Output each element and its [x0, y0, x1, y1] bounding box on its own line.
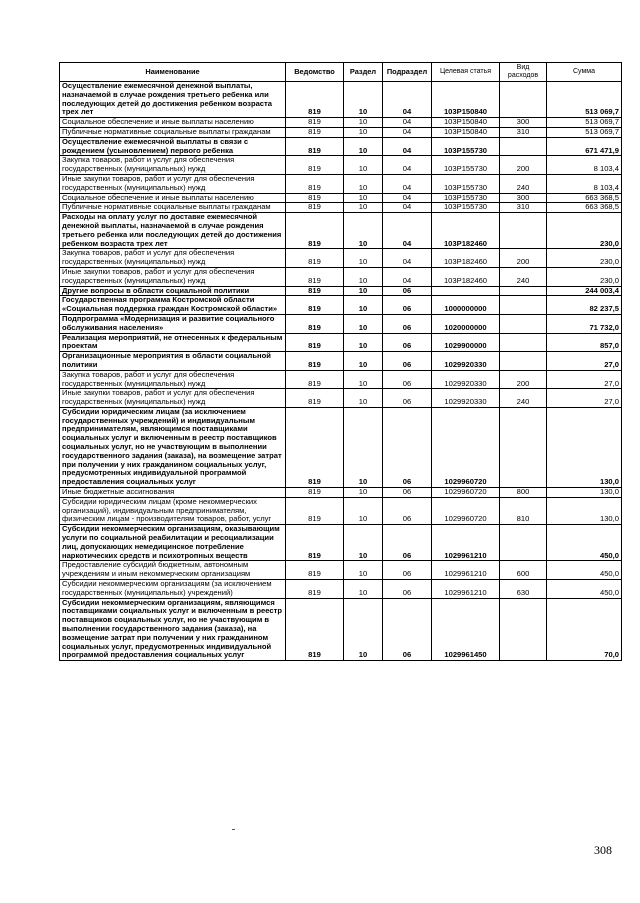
cell-article — [432, 286, 500, 296]
cell-sum: 230,0 — [547, 213, 622, 249]
cell-subsection: 06 — [383, 352, 432, 371]
table-row — [60, 561, 622, 580]
cell-type: 240 — [500, 174, 547, 193]
cell-subsection: 06 — [383, 488, 432, 498]
cell-name: Подпрограмма «Модернизация и развитие социального обслуживания населения» — [60, 314, 286, 333]
cell-subsection: 04 — [383, 249, 432, 268]
cell-dept: 819 — [286, 407, 344, 487]
cell-subsection: 04 — [383, 203, 432, 213]
cell-section: 10 — [344, 370, 383, 389]
cell-subsection: 06 — [383, 286, 432, 296]
cell-sum: 70,0 — [547, 598, 622, 661]
cell-type: 310 — [500, 203, 547, 213]
cell-type — [500, 82, 547, 118]
header-target-article: Целевая статья — [432, 63, 500, 82]
cell-dept: 819 — [286, 213, 344, 249]
table-row — [60, 213, 622, 249]
cell-name: Осуществление ежемесячной выплаты в связи с рождением (усыновлением) первого ребенка — [60, 137, 286, 156]
cell-type: 810 — [500, 497, 547, 524]
cell-name: Расходы на оплату услуг по доставке ежемесячной денежной выплаты, назначаемой в случае рождения третьего ребенка или последующих детей до достижения ребенком возраста трех лет — [60, 213, 286, 249]
cell-name: Осуществление ежемесячной денежной выплаты, назначаемой в случае рождения третьего ребенка или последующих детей до достижения ребенком возраста трех лет — [60, 82, 286, 118]
table-row — [60, 352, 622, 371]
cell-sum: 8 103,4 — [547, 174, 622, 193]
cell-type: 800 — [500, 488, 547, 498]
scan-artifact — [232, 829, 235, 830]
cell-article: 103P182460 — [432, 267, 500, 286]
cell-subsection: 06 — [383, 525, 432, 561]
cell-section: 10 — [344, 118, 383, 128]
cell-article: 1029961450 — [432, 598, 500, 661]
cell-sum: 450,0 — [547, 561, 622, 580]
cell-sum: 82 237,5 — [547, 296, 622, 315]
cell-sum: 244 003,4 — [547, 286, 622, 296]
cell-name: Закупка товаров, работ и услуг для обеспечения государственных (муниципальных) нужд — [60, 156, 286, 175]
cell-article: 103P150840 — [432, 127, 500, 137]
cell-subsection: 04 — [383, 193, 432, 203]
cell-dept: 819 — [286, 580, 344, 599]
cell-sum: 8 103,4 — [547, 156, 622, 175]
cell-name: Реализация мероприятий, не отнесенных к федеральным проектам — [60, 333, 286, 352]
table-body — [60, 82, 622, 661]
cell-type — [500, 598, 547, 661]
cell-name: Публичные нормативные социальные выплаты гражданам — [60, 127, 286, 137]
cell-article: 103P182460 — [432, 249, 500, 268]
cell-article: 1029960720 — [432, 488, 500, 498]
cell-sum: 130,0 — [547, 488, 622, 498]
cell-subsection: 06 — [383, 580, 432, 599]
cell-dept: 819 — [286, 286, 344, 296]
cell-section: 10 — [344, 580, 383, 599]
cell-name: Государственная программа Костромской области «Социальная поддержка граждан Костромской области» — [60, 296, 286, 315]
cell-sum: 513 069,7 — [547, 118, 622, 128]
cell-sum: 130,0 — [547, 407, 622, 487]
table-row — [60, 118, 622, 128]
cell-article: 103P155730 — [432, 203, 500, 213]
cell-name: Субсидии некоммерческим организациям, являющимся поставщиками социальных услуг и включенным в реестр поставщиков социальных услуг, но не участвующим в выполнении государственного задания (заказа), на возмещение затрат при получении у них гражданином социальных услуг, предусмотренных индивидуальной программой предоставления социальных услуг — [60, 598, 286, 661]
cell-name: Социальное обеспечение и иные выплаты населению — [60, 193, 286, 203]
cell-name: Другие вопросы в области социальной политики — [60, 286, 286, 296]
cell-sum: 857,0 — [547, 333, 622, 352]
cell-dept: 819 — [286, 333, 344, 352]
budget-table — [59, 62, 622, 661]
cell-type: 200 — [500, 156, 547, 175]
table-row — [60, 389, 622, 408]
cell-dept: 819 — [286, 525, 344, 561]
cell-dept: 819 — [286, 296, 344, 315]
cell-type: 200 — [500, 370, 547, 389]
cell-subsection: 06 — [383, 407, 432, 487]
cell-subsection: 06 — [383, 314, 432, 333]
cell-dept: 819 — [286, 352, 344, 371]
cell-article: 103P150840 — [432, 82, 500, 118]
cell-dept: 819 — [286, 561, 344, 580]
cell-article: 103P155730 — [432, 193, 500, 203]
cell-article: 103P150840 — [432, 118, 500, 128]
header-name: Наименование — [60, 63, 286, 82]
cell-dept: 819 — [286, 193, 344, 203]
header-section: Раздел — [344, 63, 383, 82]
cell-subsection: 06 — [383, 561, 432, 580]
cell-article: 103P155730 — [432, 174, 500, 193]
cell-subsection: 04 — [383, 267, 432, 286]
table-row — [60, 580, 622, 599]
cell-dept: 819 — [286, 174, 344, 193]
cell-type: 310 — [500, 127, 547, 137]
table-row — [60, 296, 622, 315]
cell-article: 1029961210 — [432, 580, 500, 599]
cell-section: 10 — [344, 127, 383, 137]
cell-type: 200 — [500, 249, 547, 268]
cell-section: 10 — [344, 137, 383, 156]
cell-dept: 819 — [286, 488, 344, 498]
cell-section: 10 — [344, 249, 383, 268]
cell-type — [500, 352, 547, 371]
cell-name: Субсидии юридическим лицам (за исключением государственных учреждений) и индивидуальным предпринимателям, являющимся поставщиками социальных услуг и включенным в реестр поставщиков социальных услуг, но не участвующим в выполнении государственного задания (заказа), на возмещение затрат при получении у них гражданином социальных услуг, предусмотренных индивидуальной программой предоставления социальных услуг — [60, 407, 286, 487]
table-row — [60, 137, 622, 156]
cell-subsection: 04 — [383, 137, 432, 156]
cell-section: 10 — [344, 193, 383, 203]
cell-name: Предоставление субсидий бюджетным, автономным учреждениям и иным некоммерческим организациям — [60, 561, 286, 580]
cell-dept: 819 — [286, 127, 344, 137]
cell-dept: 819 — [286, 314, 344, 333]
cell-name: Субсидии юридическим лицам (кроме некоммерческих организаций), индивидуальным предпринимателям, физическим лицам - производителям товаров, работ, услуг — [60, 497, 286, 524]
cell-sum: 663 368,5 — [547, 203, 622, 213]
table-row — [60, 488, 622, 498]
cell-section: 10 — [344, 174, 383, 193]
table-row — [60, 156, 622, 175]
cell-section: 10 — [344, 407, 383, 487]
cell-dept: 819 — [286, 598, 344, 661]
cell-section: 10 — [344, 286, 383, 296]
cell-type — [500, 525, 547, 561]
cell-article: 1029961210 — [432, 525, 500, 561]
cell-type — [500, 407, 547, 487]
table-row — [60, 82, 622, 118]
cell-dept: 819 — [286, 267, 344, 286]
cell-section: 10 — [344, 314, 383, 333]
cell-type: 600 — [500, 561, 547, 580]
cell-subsection: 06 — [383, 497, 432, 524]
cell-name: Субсидии некоммерческим организациям, оказывающим услуги по социальной реабилитации и ресоциализации лиц, допускающих немедицинское потребление наркотических средств и психотропных веществ — [60, 525, 286, 561]
cell-section: 10 — [344, 561, 383, 580]
cell-article: 1029960720 — [432, 497, 500, 524]
cell-dept: 819 — [286, 370, 344, 389]
cell-dept: 819 — [286, 118, 344, 128]
cell-dept: 819 — [286, 203, 344, 213]
cell-section: 10 — [344, 497, 383, 524]
table-row — [60, 370, 622, 389]
cell-type: 240 — [500, 267, 547, 286]
cell-subsection: 06 — [383, 333, 432, 352]
cell-name: Иные бюджетные ассигнования — [60, 488, 286, 498]
cell-article: 103P182460 — [432, 213, 500, 249]
cell-section: 10 — [344, 213, 383, 249]
cell-sum: 513 069,7 — [547, 127, 622, 137]
cell-section: 10 — [344, 488, 383, 498]
header-sum: Сумма — [547, 63, 622, 82]
cell-section: 10 — [344, 389, 383, 408]
cell-article: 1029920330 — [432, 389, 500, 408]
cell-subsection: 04 — [383, 127, 432, 137]
cell-dept: 819 — [286, 82, 344, 118]
cell-section: 10 — [344, 333, 383, 352]
cell-sum: 71 732,0 — [547, 314, 622, 333]
header-subsection: Подраздел — [383, 63, 432, 82]
cell-sum: 27,0 — [547, 370, 622, 389]
cell-sum: 450,0 — [547, 525, 622, 561]
cell-section: 10 — [344, 598, 383, 661]
cell-sum: 450,0 — [547, 580, 622, 599]
cell-subsection: 04 — [383, 156, 432, 175]
table-row — [60, 127, 622, 137]
cell-type — [500, 333, 547, 352]
cell-type: 240 — [500, 389, 547, 408]
cell-dept: 819 — [286, 389, 344, 408]
cell-subsection: 04 — [383, 213, 432, 249]
table-row — [60, 525, 622, 561]
header-row — [60, 63, 622, 82]
cell-sum: 27,0 — [547, 389, 622, 408]
page-number: 308 — [594, 843, 612, 857]
cell-name: Иные закупки товаров, работ и услуг для обеспечения государственных (муниципальных) нужд — [60, 267, 286, 286]
table-row — [60, 249, 622, 268]
cell-article: 1000000000 — [432, 296, 500, 315]
cell-dept: 819 — [286, 497, 344, 524]
cell-type: 630 — [500, 580, 547, 599]
cell-name: Закупка товаров, работ и услуг для обеспечения государственных (муниципальных) нужд — [60, 249, 286, 268]
cell-article: 1020000000 — [432, 314, 500, 333]
table-row — [60, 497, 622, 524]
cell-article: 103P155730 — [432, 137, 500, 156]
cell-type — [500, 286, 547, 296]
cell-article: 1029960720 — [432, 407, 500, 487]
cell-section: 10 — [344, 525, 383, 561]
cell-article: 1029900000 — [432, 333, 500, 352]
cell-type — [500, 296, 547, 315]
cell-section: 10 — [344, 352, 383, 371]
table-row — [60, 407, 622, 487]
table-row — [60, 333, 622, 352]
cell-subsection: 06 — [383, 389, 432, 408]
cell-subsection: 06 — [383, 296, 432, 315]
cell-dept: 819 — [286, 249, 344, 268]
cell-article: 103P155730 — [432, 156, 500, 175]
cell-section: 10 — [344, 203, 383, 213]
cell-type: 300 — [500, 118, 547, 128]
cell-sum: 513 069,7 — [547, 82, 622, 118]
table-row — [60, 314, 622, 333]
cell-article: 1029961210 — [432, 561, 500, 580]
cell-name: Иные закупки товаров, работ и услуг для обеспечения государственных (муниципальных) нужд — [60, 389, 286, 408]
cell-article: 1029920330 — [432, 352, 500, 371]
cell-section: 10 — [344, 156, 383, 175]
header-expense-type: Вид расходов — [500, 63, 547, 82]
cell-name: Публичные нормативные социальные выплаты гражданам — [60, 203, 286, 213]
cell-name: Иные закупки товаров, работ и услуг для обеспечения государственных (муниципальных) нужд — [60, 174, 286, 193]
cell-sum: 671 471,9 — [547, 137, 622, 156]
cell-sum: 663 368,5 — [547, 193, 622, 203]
cell-subsection: 06 — [383, 598, 432, 661]
table-row — [60, 598, 622, 661]
header-dept: Ведомство — [286, 63, 344, 82]
cell-section: 10 — [344, 82, 383, 118]
cell-subsection: 04 — [383, 174, 432, 193]
cell-dept: 819 — [286, 137, 344, 156]
cell-type — [500, 137, 547, 156]
cell-type — [500, 213, 547, 249]
cell-sum: 27,0 — [547, 352, 622, 371]
table-row — [60, 267, 622, 286]
cell-sum: 230,0 — [547, 267, 622, 286]
cell-section: 10 — [344, 267, 383, 286]
cell-sum: 130,0 — [547, 497, 622, 524]
cell-article: 1029920330 — [432, 370, 500, 389]
cell-type — [500, 314, 547, 333]
table-row — [60, 174, 622, 193]
cell-subsection: 04 — [383, 118, 432, 128]
cell-name: Социальное обеспечение и иные выплаты населению — [60, 118, 286, 128]
cell-name: Организационные мероприятия в области социальной политики — [60, 352, 286, 371]
cell-dept: 819 — [286, 156, 344, 175]
cell-name: Субсидии некоммерческим организациям (за исключением государственных (муниципальных) учреждений) — [60, 580, 286, 599]
cell-sum: 230,0 — [547, 249, 622, 268]
cell-name: Закупка товаров, работ и услуг для обеспечения государственных (муниципальных) нужд — [60, 370, 286, 389]
cell-subsection: 04 — [383, 82, 432, 118]
cell-section: 10 — [344, 296, 383, 315]
cell-subsection: 06 — [383, 370, 432, 389]
cell-type: 300 — [500, 193, 547, 203]
